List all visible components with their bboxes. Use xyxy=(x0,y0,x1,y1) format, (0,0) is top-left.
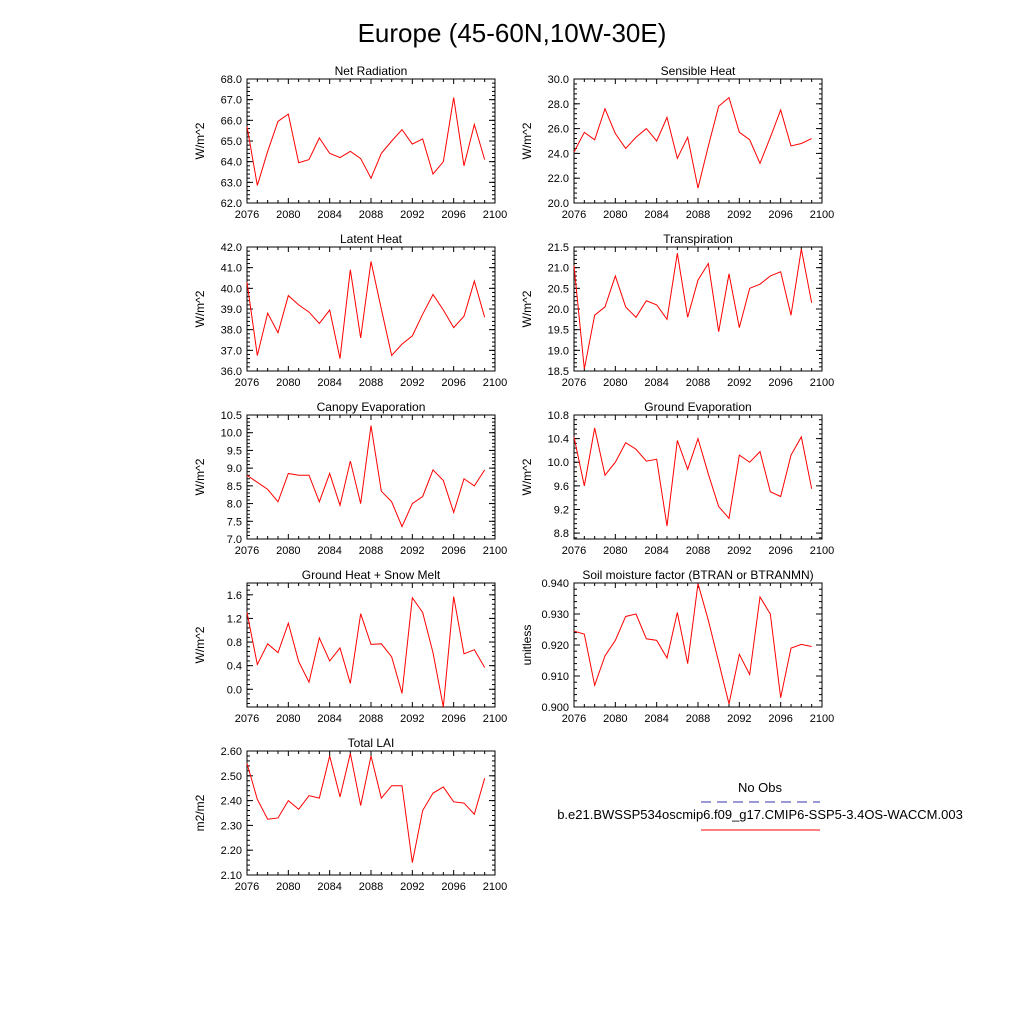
y-tick-label: 2.40 xyxy=(220,795,242,808)
y-tick-label: 62.0 xyxy=(220,198,242,210)
x-tick-label: 2096 xyxy=(441,209,466,221)
x-tick-label: 2088 xyxy=(685,377,711,389)
y-tick-label: 1.2 xyxy=(226,613,242,626)
x-tick-label: 2084 xyxy=(644,209,669,221)
x-tick-label: 2084 xyxy=(317,377,342,389)
y-axis-label: m2/m2 xyxy=(193,794,207,832)
x-tick-label: 2088 xyxy=(358,881,384,893)
x-tick-label: 2088 xyxy=(358,377,384,389)
y-tick-label: 0.900 xyxy=(541,702,569,714)
panel-title: Soil moisture factor (BTRAN or BTRANMN) xyxy=(582,568,814,582)
x-tick-label: 2096 xyxy=(441,881,466,893)
series-line-1 xyxy=(247,597,485,707)
x-tick-label: 2088 xyxy=(358,545,384,557)
y-tick-label: 37.0 xyxy=(220,345,242,358)
y-tick-label: 68.0 xyxy=(220,74,242,86)
x-tick-label: 2100 xyxy=(809,377,835,389)
x-tick-label: 2080 xyxy=(603,545,628,557)
series-line-1 xyxy=(247,426,485,527)
panel-title: Ground Heat + Snow Melt xyxy=(301,568,441,582)
y-tick-label: 18.5 xyxy=(547,366,569,378)
x-tick-label: 2076 xyxy=(234,881,260,893)
x-tick-label: 2080 xyxy=(603,377,628,389)
y-axis-label: W/m^2 xyxy=(520,290,534,328)
y-axis-label: unitless xyxy=(520,624,534,666)
legend xyxy=(557,780,963,830)
x-tick-label: 2100 xyxy=(809,545,835,557)
y-tick-label: 22.0 xyxy=(547,173,569,186)
x-tick-label: 2084 xyxy=(644,713,669,725)
x-tick-label: 2076 xyxy=(234,209,260,221)
x-tick-label: 2088 xyxy=(358,209,384,221)
x-tick-label: 2100 xyxy=(482,545,508,557)
x-tick-label: 2092 xyxy=(400,209,425,221)
y-axis-label: W/m^2 xyxy=(520,122,534,160)
y-tick-label: 36.0 xyxy=(220,366,242,378)
x-tick-label: 2076 xyxy=(561,545,587,557)
x-tick-label: 2080 xyxy=(276,881,301,893)
y-tick-label: 2.60 xyxy=(220,746,242,758)
plot-frame xyxy=(574,247,822,371)
panel-4 xyxy=(520,232,834,389)
legend-model-label: b.e21.BWSSP534oscmip6.f09_g17.CMIP6-SSP5-3.4OS-WACCM.003 xyxy=(557,807,963,822)
x-tick-label: 2100 xyxy=(482,881,508,893)
x-tick-label: 2076 xyxy=(561,377,587,389)
x-tick-label: 2092 xyxy=(727,377,752,389)
x-tick-label: 2084 xyxy=(317,209,342,221)
x-tick-label: 2092 xyxy=(727,209,752,221)
series-line-1 xyxy=(247,98,485,186)
x-tick-label: 2076 xyxy=(234,545,260,557)
x-tick-label: 2088 xyxy=(685,713,711,725)
x-tick-label: 2080 xyxy=(276,377,301,389)
x-tick-label: 2100 xyxy=(809,713,835,725)
y-axis-label: W/m^2 xyxy=(193,626,207,664)
panel-6 xyxy=(520,400,834,557)
x-tick-label: 2084 xyxy=(317,881,342,893)
plot-frame xyxy=(247,79,495,203)
x-tick-label: 2080 xyxy=(276,713,301,725)
y-tick-label: 26.0 xyxy=(547,123,569,136)
x-tick-label: 2088 xyxy=(685,209,711,221)
plot-frame xyxy=(247,751,495,875)
x-tick-label: 2080 xyxy=(603,209,628,221)
y-tick-label: 10.8 xyxy=(547,410,569,422)
y-tick-label: 10.0 xyxy=(220,427,242,440)
y-tick-label: 67.0 xyxy=(220,94,242,107)
y-tick-label: 28.0 xyxy=(547,98,569,111)
y-axis-label: W/m^2 xyxy=(193,458,207,496)
x-tick-label: 2096 xyxy=(441,377,466,389)
panel-title: Net Radiation xyxy=(334,64,408,78)
panel-title: Total LAI xyxy=(347,736,395,750)
y-axis-label: W/m^2 xyxy=(193,122,207,160)
x-tick-label: 2092 xyxy=(400,545,425,557)
panel-9 xyxy=(193,736,507,893)
series-line-1 xyxy=(574,98,812,189)
y-tick-label: 7.0 xyxy=(226,534,242,546)
panel-8 xyxy=(520,568,834,725)
series-line-1 xyxy=(247,261,485,358)
y-tick-label: 21.0 xyxy=(547,262,569,275)
x-tick-label: 2096 xyxy=(768,713,793,725)
panel-3 xyxy=(193,232,507,389)
y-tick-label: 21.5 xyxy=(547,242,569,254)
y-tick-label: 0.930 xyxy=(541,609,569,621)
y-tick-label: 65.0 xyxy=(220,136,242,148)
y-tick-label: 0.910 xyxy=(541,671,569,683)
y-tick-label: 7.5 xyxy=(226,516,242,529)
x-tick-label: 2096 xyxy=(441,713,466,725)
series-line-1 xyxy=(574,584,812,704)
y-tick-label: 8.8 xyxy=(553,528,569,541)
y-tick-label: 19.5 xyxy=(547,324,569,337)
y-tick-label: 20.0 xyxy=(547,304,569,316)
x-tick-label: 2080 xyxy=(276,545,301,557)
x-tick-label: 2100 xyxy=(809,209,835,221)
x-tick-label: 2092 xyxy=(400,377,425,389)
y-tick-label: 2.30 xyxy=(220,820,242,833)
x-tick-label: 2092 xyxy=(400,713,425,725)
y-tick-label: 9.6 xyxy=(553,480,569,493)
panel-7 xyxy=(193,568,507,725)
plot-frame xyxy=(574,79,822,203)
y-tick-label: 10.5 xyxy=(220,410,242,422)
x-tick-label: 2100 xyxy=(482,377,508,389)
panel-1 xyxy=(193,64,507,221)
legend-obs-label: No Obs xyxy=(737,780,783,795)
y-tick-label: 63.0 xyxy=(220,177,242,190)
x-tick-label: 2092 xyxy=(727,545,752,557)
y-tick-label: 9.2 xyxy=(553,504,569,517)
plot-frame xyxy=(247,415,495,539)
y-tick-label: 41.0 xyxy=(220,262,242,275)
x-tick-label: 2084 xyxy=(644,545,669,557)
panel-5 xyxy=(193,400,507,557)
x-tick-label: 2088 xyxy=(358,713,384,725)
y-tick-label: 20.0 xyxy=(547,198,569,210)
x-tick-label: 2092 xyxy=(727,713,752,725)
x-tick-label: 2088 xyxy=(685,545,711,557)
y-tick-label: 2.50 xyxy=(220,770,242,783)
series-line-1 xyxy=(574,428,812,526)
y-tick-label: 19.0 xyxy=(547,345,569,358)
y-tick-label: 2.10 xyxy=(220,870,242,882)
y-tick-label: 10.0 xyxy=(547,457,569,470)
x-tick-label: 2100 xyxy=(482,209,508,221)
y-tick-label: 8.0 xyxy=(226,498,242,511)
x-tick-label: 2084 xyxy=(317,545,342,557)
panel-title: Transpiration xyxy=(663,232,733,246)
x-tick-label: 2100 xyxy=(482,713,508,725)
y-tick-label: 66.0 xyxy=(220,115,242,128)
y-tick-label: 10.4 xyxy=(547,433,569,446)
y-tick-label: 39.0 xyxy=(220,304,242,316)
panel-title: Ground Evaporation xyxy=(644,400,752,414)
y-tick-label: 0.4 xyxy=(226,660,242,673)
y-tick-label: 8.5 xyxy=(226,480,242,493)
panel-title: Sensible Heat xyxy=(660,64,736,78)
y-tick-label: 0.920 xyxy=(541,640,569,652)
panel-title: Latent Heat xyxy=(339,232,403,246)
y-tick-label: 9.5 xyxy=(226,445,242,458)
plot-frame xyxy=(247,583,495,707)
y-axis-label: W/m^2 xyxy=(520,458,534,496)
y-tick-label: 40.0 xyxy=(220,283,242,296)
y-tick-label: 0.8 xyxy=(226,637,242,650)
x-tick-label: 2096 xyxy=(768,377,793,389)
x-tick-label: 2096 xyxy=(768,545,793,557)
panel-title: Canopy Evaporation xyxy=(316,400,426,414)
y-tick-label: 30.0 xyxy=(547,74,569,86)
y-tick-label: 0.940 xyxy=(541,578,569,590)
x-tick-label: 2080 xyxy=(603,713,628,725)
x-tick-label: 2076 xyxy=(234,377,260,389)
x-tick-label: 2084 xyxy=(644,377,669,389)
x-tick-label: 2084 xyxy=(317,713,342,725)
x-tick-label: 2096 xyxy=(768,209,793,221)
x-tick-label: 2076 xyxy=(561,209,587,221)
x-tick-label: 2096 xyxy=(441,545,466,557)
y-tick-label: 38.0 xyxy=(220,324,242,337)
x-tick-label: 2092 xyxy=(400,881,425,893)
y-tick-label: 42.0 xyxy=(220,242,242,254)
y-tick-label: 64.0 xyxy=(220,156,242,169)
plot-frame xyxy=(574,583,822,707)
y-tick-label: 2.20 xyxy=(220,845,242,858)
y-tick-label: 1.6 xyxy=(226,589,242,602)
y-tick-label: 24.0 xyxy=(547,148,569,161)
series-line-1 xyxy=(247,753,485,862)
page-title: Europe (45-60N,10W-30E) xyxy=(357,18,667,48)
x-tick-label: 2076 xyxy=(561,713,587,725)
y-tick-label: 20.5 xyxy=(547,283,569,296)
x-tick-label: 2076 xyxy=(234,713,260,725)
x-tick-label: 2080 xyxy=(276,209,301,221)
series-line-1 xyxy=(574,249,812,369)
plot-frame xyxy=(574,415,822,539)
y-tick-label: 0.0 xyxy=(226,684,242,697)
y-tick-label: 9.0 xyxy=(226,463,242,476)
panel-2 xyxy=(520,64,834,221)
y-axis-label: W/m^2 xyxy=(193,290,207,328)
panel-grid xyxy=(193,64,834,893)
